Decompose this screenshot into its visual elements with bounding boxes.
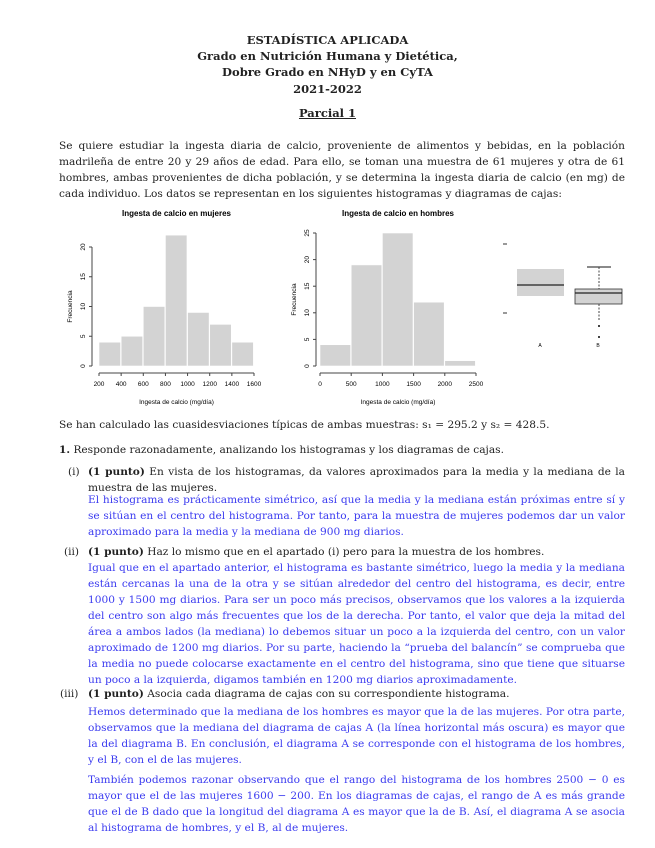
figures bbox=[0, 0, 655, 420]
histogram-bar bbox=[210, 324, 232, 366]
intro-paragraph: Se quiere estudiar la ingesta diaria de calcio, proveniente de alimentos y bebidas, en la población madrileña de entre 20 y 29 años de edad. Para ello, se toman una muestra de 61 mujeres y otra de 61 hombres, ambas provenientes de dicha población, y se determina la ingesta diaria de calcio (en mg) de cada individuo. Los datos se representan en los siguientes histogramas y diagramas de cajas: bbox=[59, 140, 625, 200]
chart-title: Ingesta de calcio en mujeres bbox=[122, 209, 231, 218]
boxplot-a-box bbox=[517, 269, 564, 296]
y-tick-label: 5 bbox=[80, 334, 87, 339]
answer-ii: Igual que en el apartado anterior, el histograma es bastante simétrico, luego la media y la mediana están cercanas la una de la otra y se sitúan alrededor del centro del histograma, es decir, entre 1000 y 1500 mg diarios. Para ser un poco más precisos, observamos que los valores a la izquierda del centro son algo más frecuentes que los de la derecha. Por tanto, el valor que deja la mitad del área a ambos lados (la mediana) lo debemos situar un poco a la izquierda del centro, con un valor aproximado de 1200 mg diarios. Por su parte, haciendo la “prueba del balancín” se comprueba que la media no puede colocarse exactamente en el centro del histograma, sino que tiene que situarse un poco a la izquierda, digamos también en 1200 mg diarios aproximadamente. bbox=[88, 562, 625, 686]
x-tick-label: 800 bbox=[159, 381, 171, 388]
boxplot-label-b: B bbox=[596, 343, 600, 349]
answer-i: El histograma es prácticamente simétrico, así que la media y la mediana están próximas entre sí y se sitúan en el centro del histograma. Por tanto, para la muestra de mujeres podemos dar un valor aproximado para la media y la mediana de 900 mg diarios. bbox=[88, 494, 625, 538]
part-text: En vista de los histogramas, da valores aproximados para la media y la mediana de la muestra de las mujeres. bbox=[88, 466, 625, 494]
histogram-bar bbox=[351, 265, 382, 366]
part-ii bbox=[64, 544, 625, 560]
histogram-bar bbox=[445, 361, 476, 366]
histogram-bar bbox=[143, 307, 165, 367]
histogram-bar bbox=[382, 233, 413, 366]
chart-title: Ingesta de calcio en hombres bbox=[341, 209, 455, 218]
x-tick-label: 1200 bbox=[202, 381, 217, 388]
boxplot-b-outlier bbox=[598, 336, 600, 338]
answer-iii-a: Hemos determinado que la mediana de los hombres es mayor que la de las mujeres. Por otra parte, observamos que la mediana del diagrama de cajas A (la línea horizontal más oscura) es mayor que la del diagrama B. En conclusión, el diagrama A se corresponde con el histograma de los hombres, y el B, con el de las mujeres. bbox=[88, 706, 625, 766]
y-tick-label: 20 bbox=[80, 243, 87, 251]
x-tick-label: 2500 bbox=[468, 381, 484, 388]
x-tick-label: 500 bbox=[345, 381, 357, 388]
part-text: Asocia cada diagrama de cajas con su correspondiente histograma. bbox=[147, 688, 510, 700]
part-points: (1 punto) bbox=[88, 546, 144, 558]
y-axis-label: Frecuencia bbox=[291, 283, 298, 316]
x-tick-label: 1400 bbox=[224, 381, 240, 388]
x-tick-label: 1000 bbox=[375, 381, 390, 388]
y-tick-label: 15 bbox=[304, 282, 311, 290]
x-tick-label: 200 bbox=[93, 381, 105, 388]
x-tick-label: 400 bbox=[115, 381, 127, 388]
question-number: 1. bbox=[59, 444, 71, 456]
y-tick-label: 0 bbox=[304, 364, 311, 368]
doc-title: ESTADÍSTICA APLICADA bbox=[246, 33, 409, 47]
stats-line: Se han calculado las cuasidesviaciones típicas de ambas muestras: s₁ = 295.2 y s₂ = 428.5. bbox=[59, 419, 550, 431]
part-points: (1 punto) bbox=[88, 466, 145, 478]
histogram-bar bbox=[165, 235, 187, 366]
question-1 bbox=[59, 442, 625, 458]
x-axis-label: Ingesta de calcio (mg/día) bbox=[139, 399, 214, 406]
y-tick-label: 10 bbox=[304, 309, 311, 317]
x-tick-label: 2000 bbox=[437, 381, 453, 388]
boxplot-label-a: A bbox=[538, 343, 542, 349]
histogram-bar bbox=[320, 345, 351, 366]
histogram-bar bbox=[121, 336, 143, 366]
part-points: (1 punto) bbox=[88, 688, 144, 700]
y-tick-label: 0 bbox=[80, 364, 87, 368]
histogram-bar bbox=[414, 302, 445, 366]
y-axis-label: Frecuencia bbox=[67, 290, 74, 323]
part-text: Haz lo mismo que en el apartado (i) pero para la muestra de los hombres. bbox=[147, 546, 545, 558]
boxplot-b-outlier bbox=[598, 325, 600, 327]
histogram-bar bbox=[188, 312, 210, 366]
y-tick-label: 25 bbox=[304, 229, 311, 237]
y-tick-label: 15 bbox=[80, 273, 87, 281]
x-tick-label: 0 bbox=[318, 381, 322, 388]
boxplot-b-box bbox=[575, 289, 622, 304]
exam-name: Parcial 1 bbox=[298, 106, 357, 120]
answer-iii-b: También podemos razonar observando que el rango del histograma de los hombres 2500 − 0 es mayor que el de las mujeres 1600 − 200. En los diagramas de cajas, el rango de A es más grande que el de B dado que la longitud del diagrama A es mayor que la de B. Así, el diagrama A se asocia al histograma de hombres, y el B, al de mujeres. bbox=[88, 774, 625, 834]
part-label: (iii) bbox=[60, 688, 79, 700]
histogram-bar bbox=[99, 342, 121, 366]
x-tick-label: 1000 bbox=[180, 381, 195, 388]
degree-line: Grado en Nutrición Humana y Dietética, bbox=[197, 49, 458, 63]
histogram-bar bbox=[232, 342, 254, 366]
part-label: (i) bbox=[68, 466, 80, 478]
part-label: (ii) bbox=[64, 546, 80, 558]
part-iii bbox=[60, 686, 625, 702]
question-text: Responde razonadamente, analizando los histogramas y los diagramas de cajas. bbox=[73, 444, 504, 456]
x-axis-label: Ingesta de calcio (mg/día) bbox=[360, 399, 436, 406]
y-tick-label: 20 bbox=[304, 255, 311, 264]
y-tick-label: 5 bbox=[304, 337, 311, 342]
y-tick-label: 10 bbox=[80, 302, 87, 311]
x-tick-label: 1600 bbox=[246, 381, 262, 388]
x-tick-label: 600 bbox=[137, 381, 149, 388]
academic-year: 2021-2022 bbox=[293, 82, 362, 96]
double-degree-line: Dobre Grado en NHyD y en CyTA bbox=[222, 65, 433, 79]
x-tick-label: 1500 bbox=[406, 381, 421, 388]
